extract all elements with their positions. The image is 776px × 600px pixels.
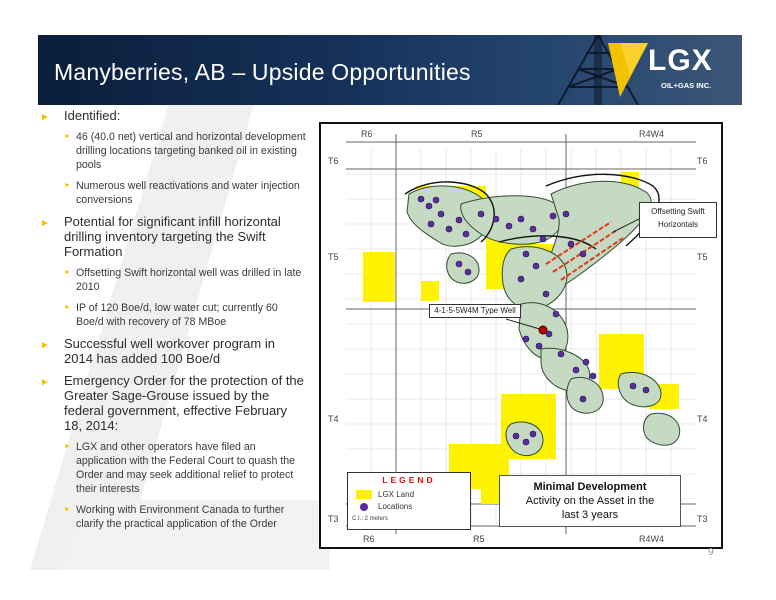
- sub-bullet-arrow-icon: ►: [64, 304, 71, 311]
- sub-bullet-arrow-icon: ►: [64, 133, 71, 140]
- sub-bullet-text: LGX and other operators have filed an application with the Federal Court to quash the Order and may seek additional relief to protect their interests: [76, 441, 296, 495]
- bullet-swift-potential: [38, 214, 306, 259]
- page-number: 9: [708, 547, 714, 558]
- logo-subtitle: OIL+GAS INC.: [661, 81, 712, 90]
- land-map: [319, 122, 723, 549]
- minimal-development-line3: last 3 years: [561, 509, 619, 521]
- range-label-top-r4w4: R4W4: [639, 129, 665, 139]
- legend-land-swatch: [356, 490, 372, 499]
- sub-bullet-arrow-icon: ►: [64, 506, 71, 513]
- legend-locations-label: Locations: [378, 502, 413, 511]
- range-label-bottom-r6: R6: [363, 534, 375, 544]
- bullet-arrow-icon: ►: [40, 377, 50, 388]
- sub-bullet-arrow-icon: ►: [64, 269, 71, 276]
- sub-bullet-text: Offsetting Swift horizontal well was drilled in late 2010: [76, 267, 302, 293]
- bullet-text: Successful well workover program in 2014 has added 100 Boe/d: [64, 336, 275, 366]
- legend-title: LEGEND: [382, 475, 436, 485]
- range-label-bottom-r5: R5: [473, 534, 485, 544]
- bullet-text: Potential for significant infill horizontal drilling inventory targeting the Swift Formation: [64, 214, 281, 259]
- sub-bullet-arrow-icon: ►: [64, 443, 71, 450]
- sub-bullet-text: Numerous well reactivations and water injection conversions: [76, 180, 300, 206]
- minimal-development-line2: Activity on the Asset in the: [525, 495, 655, 507]
- bullet-text: Emergency Order for the protection of the Greater Sage-Grouse issued by the federal government, effective February 18, 2014:: [64, 373, 304, 433]
- sub-bullet-text: Working with Environment Canada to further clarify the practical application of the Order: [76, 504, 285, 530]
- bullet-identified: [38, 108, 306, 123]
- logo-wordmark: LGX: [648, 44, 713, 77]
- logo-triangle-icon: [608, 35, 648, 105]
- sub-bullet: [38, 440, 306, 496]
- map-legend: [347, 472, 471, 530]
- range-label-top-r6: R6: [361, 129, 373, 139]
- sub-bullet: [38, 301, 306, 329]
- range-label-bottom-r4w4: R4W4: [639, 534, 665, 544]
- bullet-text: Identified:: [64, 108, 121, 123]
- township-label-left-t3: T3: [328, 514, 339, 524]
- bullet-arrow-icon: ►: [40, 112, 50, 123]
- sub-bullet: [38, 503, 306, 531]
- range-label-top-r5: R5: [471, 129, 483, 139]
- township-label-left-t4: T4: [328, 414, 339, 424]
- sub-bullet: [38, 266, 306, 294]
- township-label-right-t6: T6: [697, 156, 708, 166]
- legend-ci-note: C.I.: 2 meters: [352, 516, 389, 522]
- township-label-right-t5: T5: [697, 252, 708, 262]
- township-label-left-t6: T6: [328, 156, 339, 166]
- bullet-workover: [38, 336, 306, 366]
- sub-bullet: [38, 179, 306, 207]
- slide-header: [38, 35, 742, 105]
- bullet-arrow-icon: ►: [40, 340, 50, 351]
- sub-bullet: [38, 130, 306, 172]
- type-well-callout: 4-1-5-5W4M Type Well: [429, 304, 521, 318]
- legend-land-label: LGX Land: [378, 490, 415, 499]
- sub-bullet-text: 46 (40.0 net) vertical and horizontal development drilling locations targeting banked oil in existing pools: [76, 131, 306, 171]
- minimal-development-box: [499, 475, 681, 527]
- swift-horizontals-callout: Offsetting Swift Horizontals: [639, 202, 717, 238]
- sub-bullet-text: IP of 120 Boe/d, low water cut; currently 60 Boe/d with recovery of 78 MBoe: [76, 302, 278, 328]
- township-label-right-t4: T4: [697, 414, 708, 424]
- sub-bullet-arrow-icon: ►: [64, 182, 71, 189]
- bullet-arrow-icon: ►: [40, 218, 50, 229]
- township-label-left-t5: T5: [328, 252, 339, 262]
- bullet-emergency-order: [38, 373, 306, 433]
- slide-title: Manyberries, AB – Upside Opportunities: [54, 59, 471, 85]
- township-label-right-t3: T3: [697, 514, 708, 524]
- minimal-development-heading: Minimal Development: [533, 481, 647, 493]
- bullet-list: [38, 108, 306, 538]
- legend-location-icon: [360, 503, 368, 511]
- company-logo: [608, 35, 736, 105]
